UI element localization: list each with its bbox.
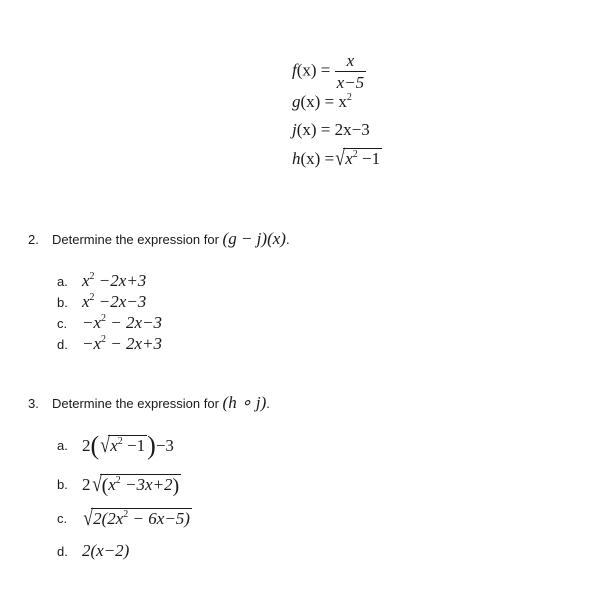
right-paren: ) xyxy=(147,431,156,460)
f-arg: (x) = xyxy=(296,60,331,80)
sqrt-expression: √ $x^2 -1$ xyxy=(100,432,146,458)
g-exponent: 2 xyxy=(346,92,352,103)
h-arg: (x) = xyxy=(300,148,335,168)
sqrt-expression: √ $2(2x^2 - 6x-5)$ xyxy=(83,505,190,530)
h-label: h xyxy=(292,148,301,168)
f-numerator: x xyxy=(346,51,355,70)
question-3-option-b[interactable]: b. 2 √ $(x^2 -3x+2)$ xyxy=(57,471,180,498)
definition-f xyxy=(292,52,366,91)
g-arg: (x) = x xyxy=(300,92,347,111)
definition-h xyxy=(292,145,382,170)
left-paren: ( xyxy=(101,475,109,498)
question-2-option-c[interactable]: c. $-x^2 - 2x-3$ xyxy=(57,313,163,332)
question-3-expression: (h ∘ j) xyxy=(222,393,267,412)
question-2-period: . xyxy=(285,232,290,247)
f-label: f xyxy=(292,60,297,80)
question-3-number: 3. xyxy=(28,396,39,411)
option-label: d. xyxy=(57,544,68,559)
option-label: c. xyxy=(57,510,68,526)
h-sqrt xyxy=(334,145,382,170)
j-label: j xyxy=(292,120,297,139)
h-radicand: x xyxy=(345,149,353,168)
question-3-option-a[interactable]: a. 2 ( √ $x^2 -1$ ) −3 xyxy=(57,431,174,460)
option-label: c. xyxy=(57,316,68,331)
question-2-option-b[interactable]: b. $x^2 -2x-3$ xyxy=(57,292,147,311)
question-2 xyxy=(28,229,290,249)
option-label: b. xyxy=(57,295,68,310)
g-label: g xyxy=(292,92,301,111)
question-3-text: Determine the expression for xyxy=(52,396,219,411)
option-label: b. xyxy=(57,477,68,493)
definition-j xyxy=(292,120,370,140)
definition-g xyxy=(292,92,352,112)
question-2-option-a[interactable]: a. $x^2 -2x+3$ xyxy=(57,271,147,290)
question-3-period: . xyxy=(266,396,270,411)
question-3-option-d[interactable]: d. 2(x−2) xyxy=(57,541,130,560)
right-paren: ) xyxy=(172,475,180,498)
question-3 xyxy=(28,393,270,413)
question-2-text: Determine the expression for xyxy=(52,232,219,247)
f-fraction xyxy=(335,52,367,91)
question-2-number: 2. xyxy=(28,232,39,247)
h-exponent: 2 xyxy=(352,149,358,160)
left-paren: ( xyxy=(90,431,100,460)
j-arg: (x) = 2x−3 xyxy=(296,120,370,139)
sqrt-icon: √ xyxy=(91,471,102,496)
question-2-expression: (g − j)(x) xyxy=(222,229,286,248)
option-label: a. xyxy=(57,274,68,289)
sqrt-icon: √ xyxy=(100,432,111,458)
option-label: a. xyxy=(57,438,68,454)
question-3-option-c[interactable] xyxy=(57,505,192,530)
sqrt-expression: √ $(x^2 -3x+2)$ xyxy=(91,471,180,498)
h-tail: −1 xyxy=(357,149,381,168)
question-2-option-d[interactable]: d. $-x^2 - 2x+3$ xyxy=(57,334,163,353)
option-label: d. xyxy=(57,337,68,352)
sqrt-icon: √ xyxy=(335,145,346,170)
f-denominator: x−5 xyxy=(336,73,365,92)
sqrt-icon: √ xyxy=(83,505,93,530)
